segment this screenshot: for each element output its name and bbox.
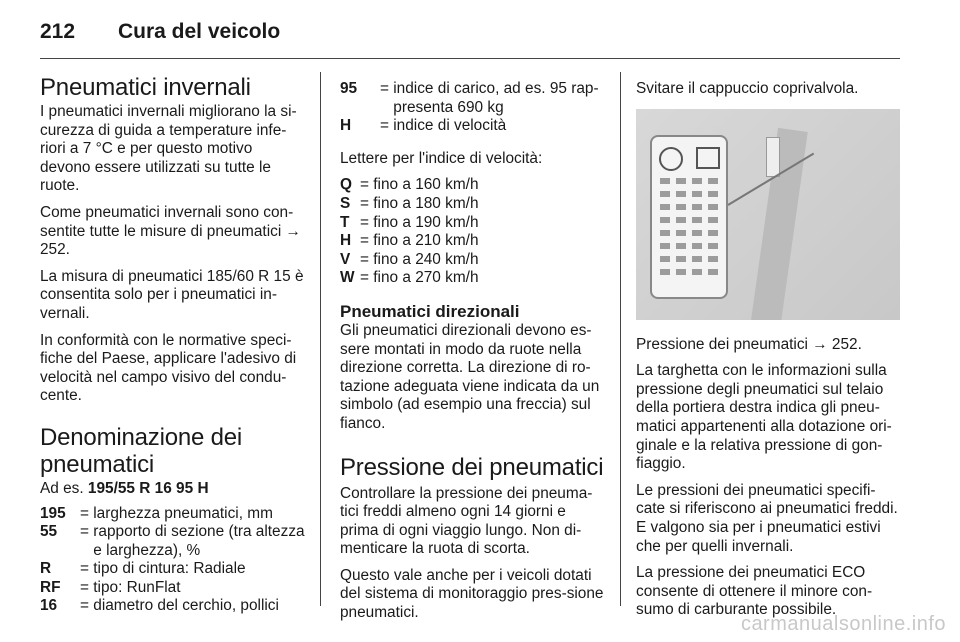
speed-row: Q = fino a 160 km/h: [340, 176, 479, 194]
heading-winter-tires: Pneumatici invernali: [40, 74, 251, 101]
watermark: carmanualsonline.info: [740, 613, 946, 635]
pressure-label-card: [650, 135, 728, 299]
definition-row: 95 = indice di carico, ad es. 95 rap-presenta 690 kg: [340, 80, 599, 116]
door-label-tag: [766, 137, 780, 177]
paragraph: Controllare la pressione dei pneuma-tici freddi almeno ogni 14 giorni e prima di ogni viaggio lungo. Non di-menticare la ruota di scorta.: [340, 484, 593, 558]
speed-row: W = fino a 270 km/h: [340, 269, 479, 287]
paragraph: La targhetta con le informazioni sulla pressione degli pneumatici sul telaio della portiera destra indica gli pneu-matici appartenenti alla dotazione ori-ginale e la relativa pressione di gon-fiaggio.: [636, 362, 892, 473]
speed-row: H = fino a 210 km/h: [340, 232, 479, 250]
speed-row: V = fino a 240 km/h: [340, 250, 479, 268]
paragraph: Pressione dei pneumatici → 252.: [636, 335, 862, 353]
section-title: Cura del veicolo: [118, 20, 281, 43]
column-3: [636, 80, 902, 628]
speed-row: T = fino a 190 km/h: [340, 213, 479, 231]
header-rule: [40, 58, 900, 59]
column-divider: [620, 72, 621, 606]
paragraph: In conformità con le normative speci-fiche del Paese, applicare l'adesivo di velocità nel campo visivo del condu-cente.: [40, 331, 297, 405]
page-number: 212: [40, 20, 76, 43]
heading-directional-tires: Pneumatici direzionali: [340, 301, 520, 321]
example-line: [40, 480, 306, 499]
paragraph: I pneumatici invernali migliorano la si-curezza di guida a temperature infe-riori a 7 °C e per questo motivo devono essere utilizzati su tutte le ruote.: [40, 103, 297, 195]
heading-tire-designation: Denominazione dei pneumatici: [40, 423, 243, 478]
paragraph: Questo vale anche per i veicoli dotati del sistema di monitoraggio pres-sione pneumatici.: [340, 566, 604, 622]
paragraph: Svitare il cappuccio coprivalvola.: [636, 80, 859, 97]
paragraph: Le pressioni dei pneumatici specifi-cate si riferiscono ai pneumatici freddi. E valgono sia per i pneumatici estivi che per quelli invernali.: [636, 481, 898, 555]
definition-row: R = tipo di cintura: Radiale: [40, 560, 246, 578]
heading-tire-pressure: Pressione dei pneumatici: [340, 453, 604, 481]
tire-icon: [659, 147, 683, 171]
definition-row: H = indice di velocità: [340, 117, 507, 135]
column-1: [40, 74, 306, 624]
column-2: [340, 80, 606, 631]
tire-pressure-label-figure: [636, 109, 900, 320]
column-divider: [320, 72, 321, 606]
paragraph: La pressione dei pneumatici ECO consente di ottenere il minore con-sumo di carburante possibile.: [636, 564, 873, 619]
page-header: [40, 20, 280, 48]
definition-row: 16 = diametro del cerchio, pollici: [40, 597, 279, 615]
paragraph: La misura di pneumatici 185/60 R 15 è consentita solo per i pneumatici in-vernali.: [40, 267, 304, 322]
example-prefix: Ad es.: [40, 479, 84, 497]
tire-code-definitions-cont: [340, 80, 606, 136]
manual-book-icon: [696, 147, 720, 169]
example-code: 195/55 R 16 95 H: [87, 479, 209, 497]
speed-intro: Lettere per l'indice di velocità:: [340, 149, 543, 167]
speed-row: S = fino a 180 km/h: [340, 194, 479, 212]
definition-row: 195 = larghezza pneumatici, mm: [40, 504, 273, 522]
speed-index-list: [340, 176, 606, 288]
paragraph: Gli pneumatici direzionali devono es-sere montati in modo da ruote nella direzione corretta. La direzione di ro-tazione adeguata viene indicata da un simbolo (ad esempio una freccia) sul fianco.: [340, 321, 600, 432]
definition-row: RF = tipo: RunFlat: [40, 578, 181, 596]
paragraph: Come pneumatici invernali sono con-sentite tutte le misure di pneumatici → 252.: [40, 203, 301, 259]
tire-code-definitions: [40, 505, 306, 617]
definition-row: 55 = rapporto di sezione (tra altezza e larghezza), %: [40, 523, 305, 559]
